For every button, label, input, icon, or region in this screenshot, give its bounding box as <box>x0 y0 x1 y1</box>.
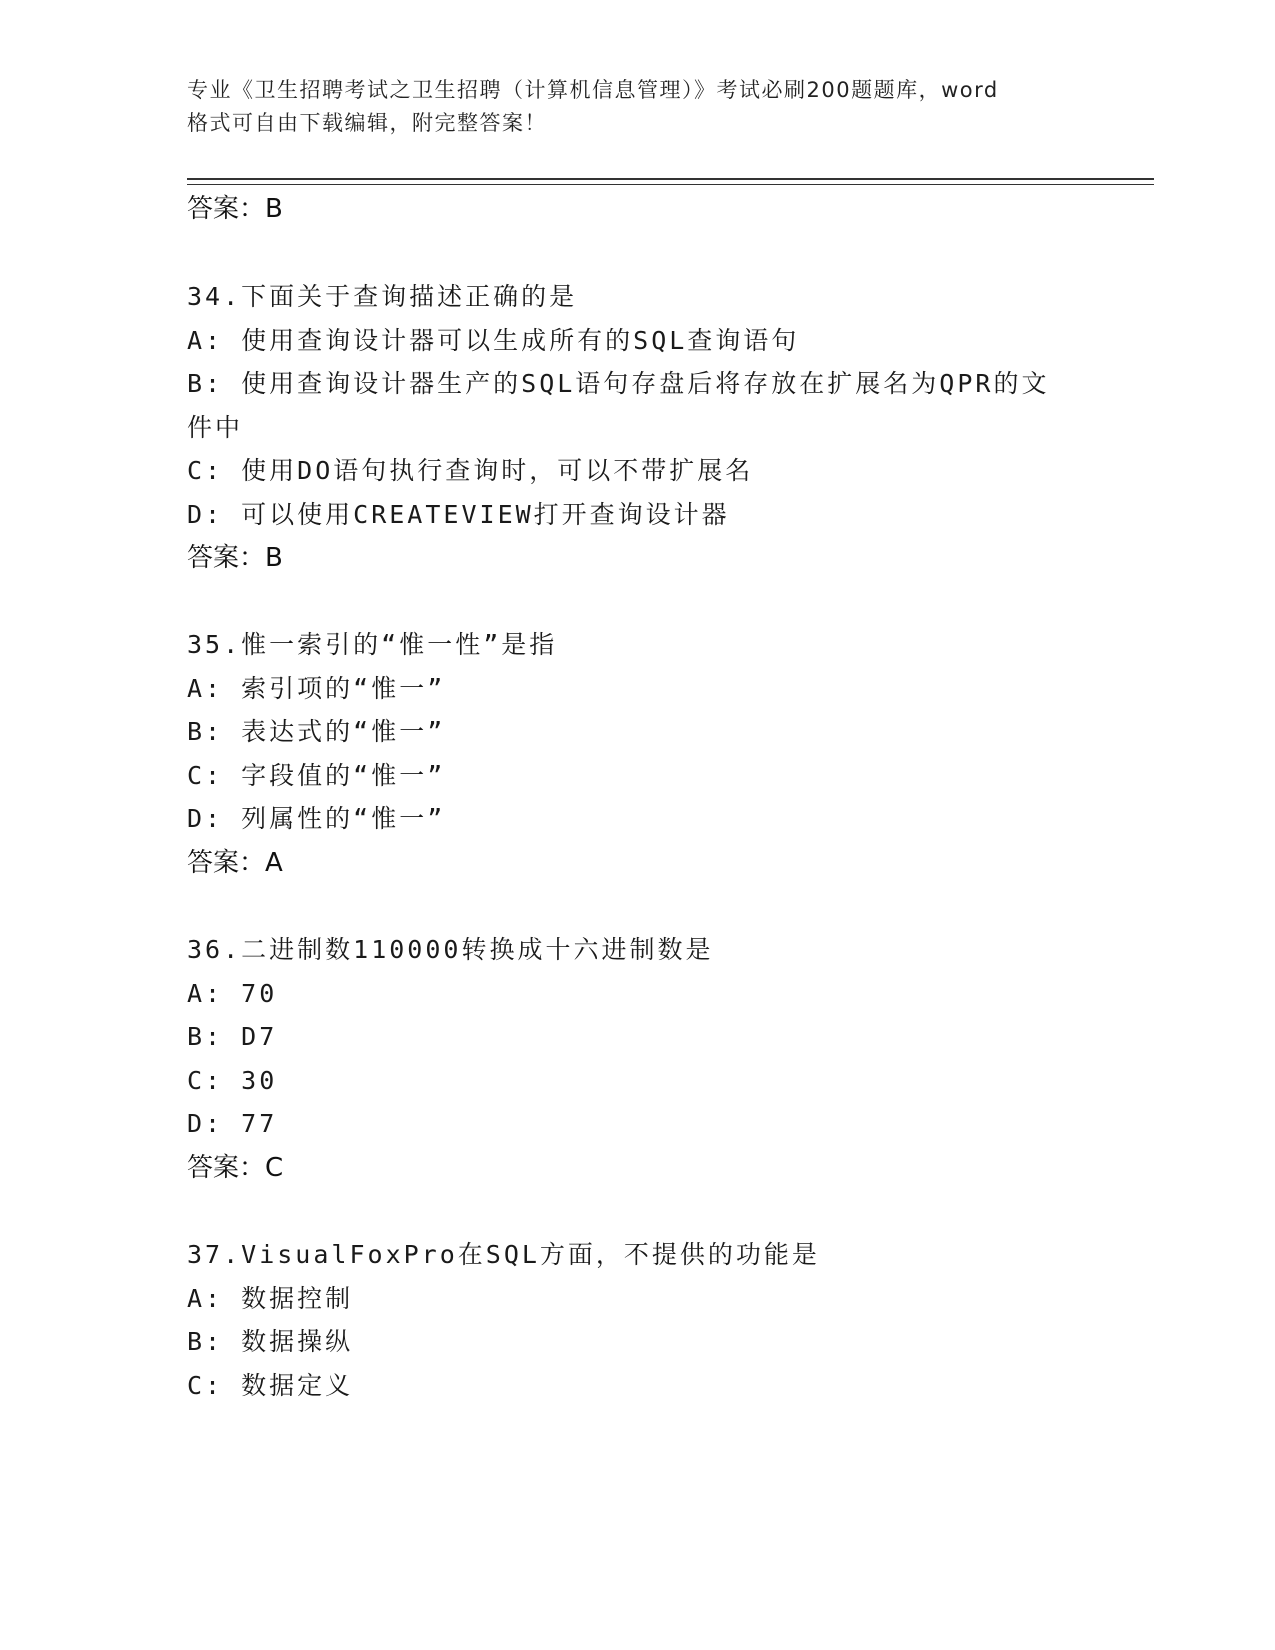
question-34-option-c: C: 使用DO语句执行查询时，可以不带扩展名 <box>187 456 754 485</box>
question-36-text: 36.二进制数110000转换成十六进制数是 <box>187 935 714 964</box>
answer-35: 答案：A <box>187 848 283 878</box>
question-37-option-c: C: 数据定义 <box>187 1371 354 1400</box>
question-35-text: 35.惟一索引的“惟一性”是指 <box>187 630 558 659</box>
question-35-option-d: D: 列属性的“惟一” <box>187 804 446 833</box>
question-34-option-d: D: 可以使用CREATEVIEW打开查询设计器 <box>187 500 730 529</box>
question-36-option-c: C: 30 <box>187 1066 278 1095</box>
question-34-text: 34.下面关于查询描述正确的是 <box>187 282 578 311</box>
question-37-option-b: B: 数据操纵 <box>187 1327 354 1356</box>
answer-36: 答案：C <box>187 1153 284 1183</box>
question-34-option-b: B: 使用查询设计器生产的SQL语句存盘后将存放在扩展名为QPR的文 <box>187 369 1050 398</box>
question-36-option-a: A: 70 <box>187 979 278 1008</box>
question-35-option-c: C: 字段值的“惟一” <box>187 761 446 790</box>
question-37-text: 37.VisualFoxPro在SQL方面，不提供的功能是 <box>187 1240 820 1269</box>
question-34-option-b-cont: 件中 <box>187 413 244 442</box>
header-divider-thin <box>187 184 1154 185</box>
answer-34: 答案：B <box>187 543 283 573</box>
page-header <box>187 74 1087 140</box>
question-36-option-b: B: D7 <box>187 1022 278 1051</box>
question-37-option-a: A: 数据控制 <box>187 1284 354 1313</box>
question-35-option-b: B: 表达式的“惟一” <box>187 717 446 746</box>
answer-33: 答案：B <box>187 194 283 224</box>
header-line-1: 专业《卫生招聘考试之卫生招聘（计算机信息管理）》考试必刷200题题库，word <box>187 78 999 102</box>
question-34-option-a: A: 使用查询设计器可以生成所有的SQL查询语句 <box>187 326 800 355</box>
header-divider-thick <box>187 178 1154 180</box>
question-36-option-d: D: 77 <box>187 1109 278 1138</box>
header-line-2: 格式可自由下载编辑，附完整答案！ <box>187 111 547 135</box>
question-35-option-a: A: 索引项的“惟一” <box>187 674 446 703</box>
